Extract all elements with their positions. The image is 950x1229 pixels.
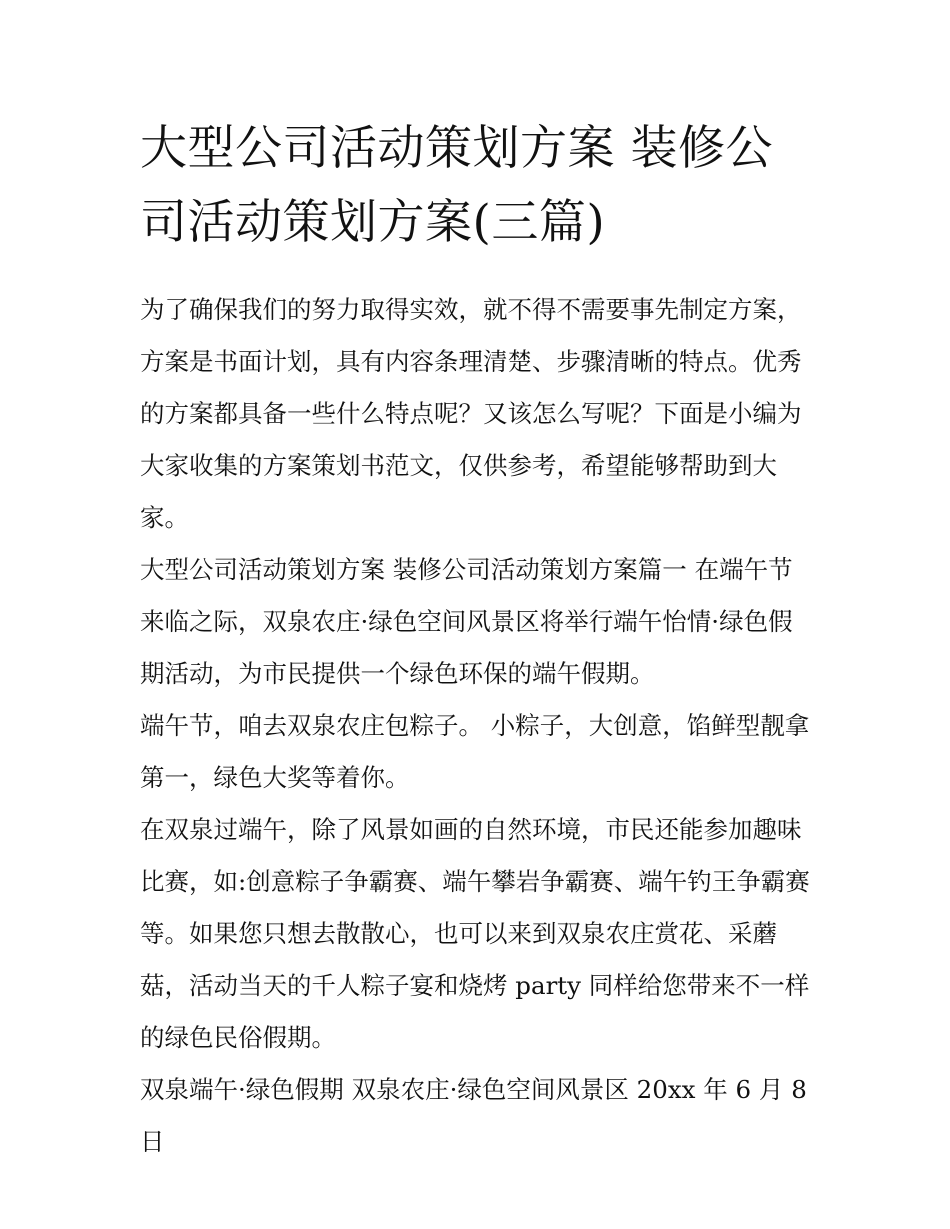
paragraph-intro: 为了确保我们的努力取得实效，就不得不需要事先制定方案，方案是书面计划，具有内容条理清楚、步骤清晰的特点。优秀的方案都具备一些什么特点呢？又该怎么写呢？下面是小编为大家收集的方案策划书范文，仅供参考，希望能够帮助到大家。 [140,295,802,532]
paragraph-section-one: 大型公司活动策划方案 装修公司活动策划方案篇一 在端午节来临之际，双泉农庄·绿色空间风景区将举行端午怡情·绿色假期活动，为市民提供一个绿色环保的端午假期。 [140,555,793,688]
paragraph-event-info: 双泉端午·绿色假期 双泉农庄·绿色空间风景区 20xx 年 6 月 8 日 [140,1075,807,1156]
paragraph-activities: 在双泉过端午，除了风景如画的自然环境，市民还能参加趣味比赛，如:创意粽子争霸赛、端午攀岩争霸赛、端午钓王争霸赛等。如果您只想去散散心，也可以来到双泉农庄赏花、采蘑菇，活动当天的千人粽子宴和烧烤 party 同样给您带来不一样的绿色民俗假期。 [140,815,810,1052]
document-title: 大型公司活动策划方案 装修公司活动策划方案(三篇) [140,121,773,250]
document-body [140,112,812,1168]
paragraph-zongzi: 端午节，咱去双泉农庄包粽子。 小粽子，大创意，馅鲜型靓拿第一，绿色大奖等着你。 [140,711,810,792]
